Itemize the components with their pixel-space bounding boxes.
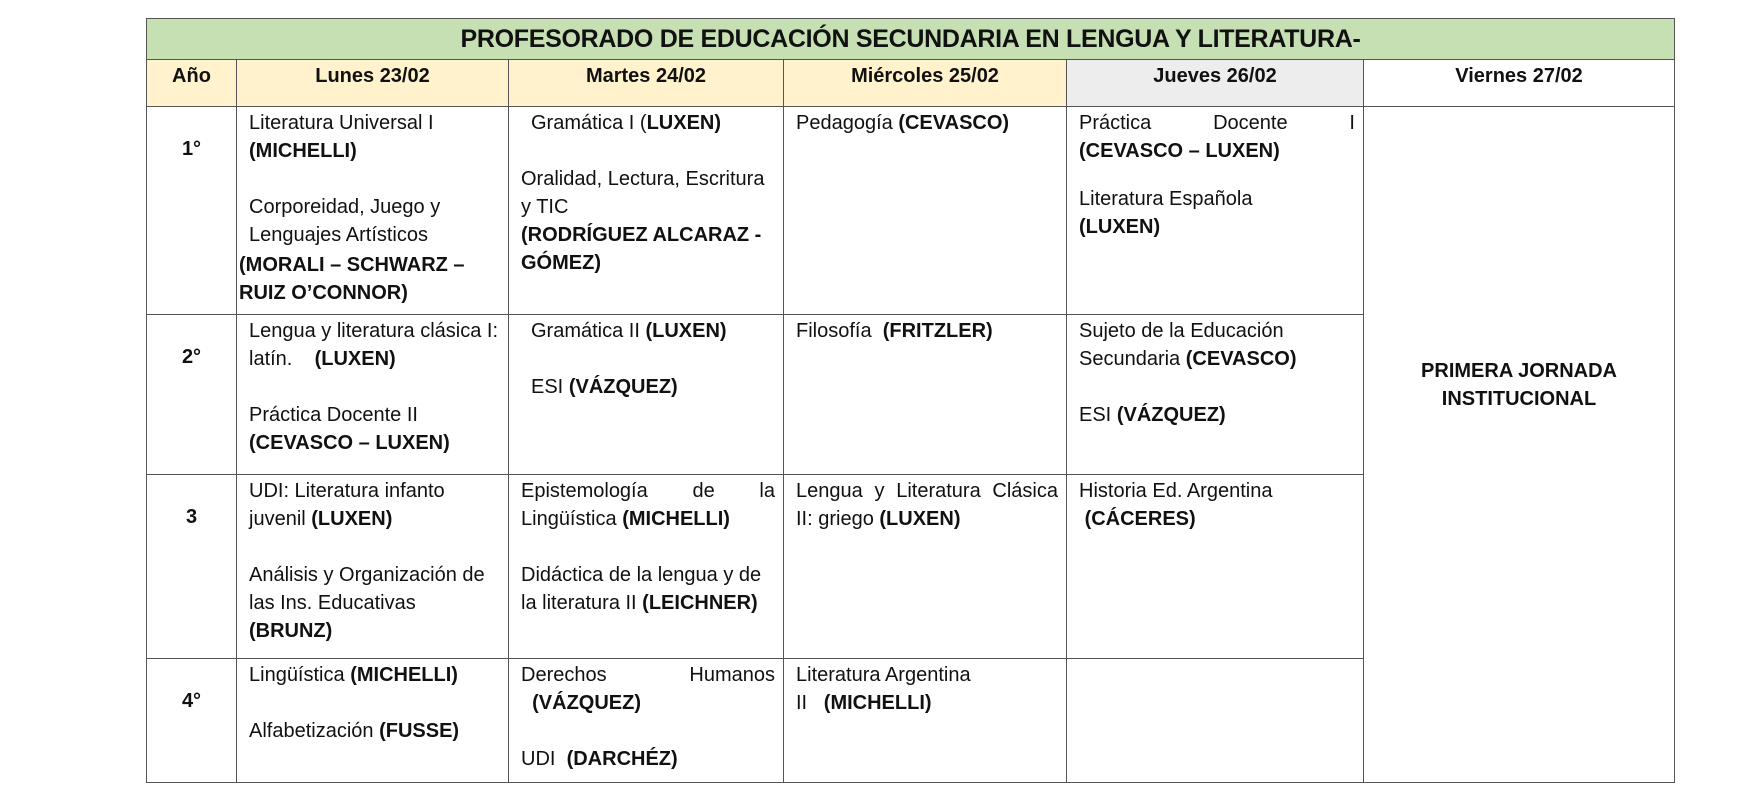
class-entry bbox=[249, 661, 500, 689]
header-tuesday: Martes 24/02 bbox=[509, 60, 784, 107]
professor-name: (CÁCERES) bbox=[1084, 508, 1196, 530]
professor-name: (RODRÍGUEZ ALCARAZ - GÓMEZ) bbox=[521, 224, 762, 274]
class-entry bbox=[521, 477, 775, 533]
class-entry bbox=[249, 561, 500, 645]
subject-name: Literatura Universal I bbox=[249, 112, 434, 134]
subject-name: UDI: Literatura infanto juvenil bbox=[249, 480, 445, 530]
class-entry bbox=[249, 109, 500, 165]
cell-monday bbox=[237, 107, 509, 315]
friday-cell bbox=[1364, 107, 1675, 783]
professor-name: (MICHELLI) bbox=[350, 664, 458, 686]
professor-name: (CEVASCO) bbox=[1185, 348, 1297, 370]
professor-name: (MICHELLI) bbox=[823, 692, 932, 714]
subject-name: Práctica Docente I bbox=[1079, 112, 1355, 134]
class-entry bbox=[249, 477, 500, 533]
professor-name: (LEICHNER) bbox=[642, 592, 758, 614]
class-entry bbox=[249, 317, 500, 373]
institutional-day-note: PRIMERA JORNADA INSTITUCIONAL bbox=[1421, 359, 1617, 410]
subject-name: Lingüística bbox=[249, 664, 345, 686]
subject-name: ESI bbox=[1079, 404, 1112, 426]
page-title: PROFESORADO DE EDUCACIÓN SECUNDARIA EN LENGUA Y LITERATURA- bbox=[147, 19, 1675, 60]
professor-name: (VÁZQUEZ) bbox=[1116, 404, 1226, 426]
year-label: 4° bbox=[147, 659, 237, 783]
professor-name: (MORALI – SCHWARZ – RUIZ O’CONNOR) bbox=[239, 254, 465, 304]
professor-name: (MICHELLI) bbox=[622, 508, 730, 530]
cell-thursday bbox=[1067, 315, 1364, 475]
class-entry bbox=[521, 109, 775, 137]
professor-name: (VÁZQUEZ) bbox=[532, 692, 642, 714]
cell-thursday bbox=[1067, 107, 1364, 315]
header-monday: Lunes 23/02 bbox=[237, 60, 509, 107]
subject-name: Lengua y Literatura Clásica II: griego bbox=[796, 480, 1058, 530]
header-friday: Viernes 27/02 bbox=[1364, 60, 1675, 107]
subject-name: Práctica Docente II bbox=[249, 404, 418, 426]
class-entry bbox=[249, 717, 500, 745]
year-label: 2° bbox=[147, 315, 237, 475]
subject-name: Derechos Humanos bbox=[521, 664, 775, 686]
cell-tuesday bbox=[509, 475, 784, 659]
professor-name: (VÁZQUEZ) bbox=[568, 376, 678, 398]
professor-name: (LUXEN) bbox=[1079, 216, 1161, 238]
professor-name: (MICHELLI) bbox=[249, 140, 357, 162]
cell-monday bbox=[237, 475, 509, 659]
professor-name: (LUXEN) bbox=[645, 320, 727, 342]
subject-name: Análisis y Organización de las Ins. Educativas bbox=[249, 564, 485, 614]
class-entry bbox=[796, 317, 1058, 345]
subject-name: Didáctica de la lengua y de la literatura II bbox=[521, 564, 762, 614]
class-entry bbox=[249, 401, 500, 457]
class-entry bbox=[1079, 401, 1355, 429]
cell-wednesday bbox=[784, 107, 1067, 315]
professor-name: (DARCHÉZ) bbox=[566, 748, 678, 770]
table-row-year-1 bbox=[147, 107, 1675, 315]
subject-name: Gramática II bbox=[531, 320, 640, 342]
header-year: Año bbox=[147, 60, 237, 107]
professor-name: (LUXEN) bbox=[879, 508, 961, 530]
professor-name: (LUXEN) bbox=[311, 508, 393, 530]
class-entry bbox=[1079, 109, 1355, 165]
class-entry bbox=[1079, 477, 1355, 533]
subject-name: Filosofía bbox=[796, 320, 872, 342]
subject-name: Lengua y literatura clásica I: latín. bbox=[249, 320, 499, 370]
class-entry bbox=[796, 109, 1058, 137]
subject-name: Epistemología de la Lingüística bbox=[521, 480, 775, 530]
class-entry bbox=[796, 661, 986, 717]
header-wednesday: Miércoles 25/02 bbox=[784, 60, 1067, 107]
subject-name: Sujeto de la Educación Secundaria bbox=[1079, 320, 1284, 370]
cell-monday bbox=[237, 659, 509, 783]
cell-tuesday bbox=[509, 315, 784, 475]
subject-name: Literatura Argentina II bbox=[796, 664, 971, 714]
professor-name: (CEVASCO – LUXEN) bbox=[1079, 140, 1280, 162]
cell-thursday-empty bbox=[1067, 659, 1364, 783]
cell-tuesday bbox=[509, 107, 784, 315]
professor-name: LUXEN) bbox=[646, 112, 722, 134]
class-entry bbox=[521, 561, 775, 617]
schedule-table bbox=[146, 18, 1675, 783]
professor-name: (BRUNZ) bbox=[249, 620, 333, 642]
subject-name: Pedagogía bbox=[796, 112, 893, 134]
cell-monday bbox=[237, 315, 509, 475]
subject-name: Gramática I ( bbox=[531, 112, 647, 134]
class-entry bbox=[1079, 317, 1355, 373]
header-thursday: Jueves 26/02 bbox=[1067, 60, 1364, 107]
subject-name: Oralidad, Lectura, Escritura y TIC bbox=[521, 168, 765, 218]
subject-name: Literatura Española bbox=[1079, 188, 1253, 210]
professor-name: (CEVASCO) bbox=[898, 112, 1010, 134]
subject-name: ESI bbox=[531, 376, 564, 398]
class-entry bbox=[796, 477, 1058, 533]
class-entry bbox=[521, 661, 775, 717]
subject-name: UDI bbox=[521, 748, 556, 770]
class-entry bbox=[239, 193, 500, 307]
professor-name: (FUSSE) bbox=[379, 720, 460, 742]
subject-name: Corporeidad, Juego y Lenguajes Artísticos bbox=[249, 196, 441, 246]
year-label: 1° bbox=[147, 107, 237, 315]
year-label: 3 bbox=[147, 475, 237, 659]
cell-wednesday bbox=[784, 659, 1067, 783]
class-entry bbox=[531, 373, 775, 401]
cell-wednesday bbox=[784, 475, 1067, 659]
subject-name: Historia Ed. Argentina bbox=[1079, 480, 1273, 502]
cell-wednesday bbox=[784, 315, 1067, 475]
professor-name: (CEVASCO – LUXEN) bbox=[249, 432, 450, 454]
class-entry bbox=[531, 317, 775, 345]
class-entry bbox=[521, 165, 775, 277]
cell-thursday bbox=[1067, 475, 1364, 659]
cell-tuesday bbox=[509, 659, 784, 783]
professor-name: (LUXEN) bbox=[314, 348, 396, 370]
subject-name: Alfabetización bbox=[249, 720, 374, 742]
class-entry bbox=[1079, 185, 1355, 241]
class-entry bbox=[521, 745, 775, 773]
professor-name: (FRITZLER) bbox=[882, 320, 993, 342]
